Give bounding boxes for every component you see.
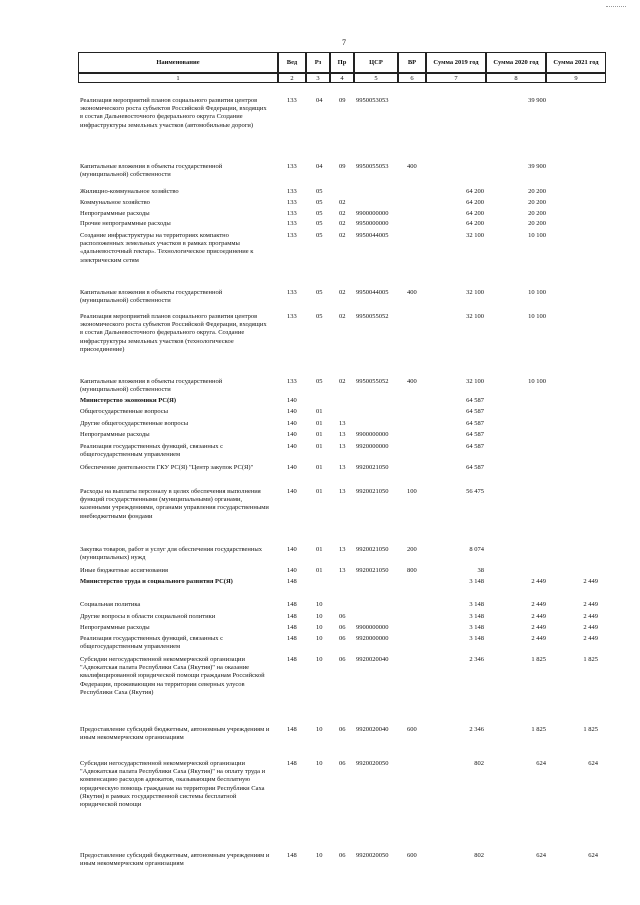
row-ved: 148 <box>287 852 297 859</box>
row-sum-2019: 32 100 <box>466 313 484 320</box>
row-sum-2019: 2 346 <box>469 656 484 663</box>
row-vr: 600 <box>407 726 417 733</box>
row-name: Другие вопросы в области социальной политики <box>80 613 216 620</box>
header-vr: ВР <box>398 52 426 73</box>
row-ved: 148 <box>287 601 297 608</box>
row-ved: 140 <box>287 567 297 574</box>
row-sum-2020: 624 <box>536 852 546 859</box>
row-name: Расходы на выплаты персоналу в целях обеспечения выполнения функций государственными (муниципальными) органами, казенными учреждениями, органами управления государственными внебюджетными фондами <box>80 488 269 520</box>
row-sum-2021: 2 449 <box>583 613 598 620</box>
row-sum-2020: 10 100 <box>528 378 546 385</box>
row-name: Жилищно-коммунальное хозяйство <box>80 188 179 195</box>
row-sum-2021: 2 449 <box>583 635 598 642</box>
row-ved: 140 <box>287 488 297 495</box>
row-csr: 9950055052 <box>356 378 389 385</box>
row-rz: 01 <box>316 546 323 553</box>
row-pr: 06 <box>339 656 346 663</box>
row-name: Прочие непрограммные расходы <box>80 220 171 227</box>
row-pr: 06 <box>339 635 346 642</box>
row-pr: 02 <box>339 220 346 227</box>
row-ved: 133 <box>287 188 297 195</box>
row-vr: 400 <box>407 163 417 170</box>
row-name: Социальная политика <box>80 601 141 608</box>
row-ved: 140 <box>287 546 297 553</box>
row-sum-2020: 1 825 <box>531 726 546 733</box>
row-rz: 05 <box>316 232 323 239</box>
header-name: Наименование <box>78 52 278 73</box>
row-rz: 10 <box>316 613 323 620</box>
row-sum-2019: 64 200 <box>466 188 484 195</box>
row-sum-2020: 10 100 <box>528 289 546 296</box>
row-csr: 9950044005 <box>356 232 389 239</box>
row-ved: 148 <box>287 624 297 631</box>
header-csr: ЦСР <box>354 52 398 73</box>
row-rz: 05 <box>316 188 323 195</box>
row-sum-2020: 20 200 <box>528 199 546 206</box>
header-pr: Пр <box>330 52 354 73</box>
row-sum-2020: 2 449 <box>531 578 546 585</box>
row-ved: 133 <box>287 97 297 104</box>
row-name: Капитальные вложения в объекты государственной (муниципальной) собственности <box>80 378 223 394</box>
row-ved: 133 <box>287 210 297 217</box>
row-pr: 13 <box>339 443 346 450</box>
row-name: Капитальные вложения в объекты государственной (муниципальной) собственности <box>80 289 223 305</box>
row-name: Реализация государственных функций, связанных с общегосударственным управлением <box>80 443 224 459</box>
row-name: Предоставление субсидий бюджетным, автономным учреждениям и иным некоммерческим организациям <box>80 852 270 868</box>
row-rz: 01 <box>316 408 323 415</box>
row-pr: 13 <box>339 546 346 553</box>
row-pr: 06 <box>339 613 346 620</box>
row-sum-2019: 64 587 <box>466 397 484 404</box>
row-csr: 9950053053 <box>356 97 389 104</box>
row-csr: 9900000000 <box>356 624 389 631</box>
header-num-7: 7 <box>426 73 486 83</box>
row-ved: 133 <box>287 289 297 296</box>
row-pr: 02 <box>339 378 346 385</box>
row-pr: 06 <box>339 624 346 631</box>
row-sum-2020: 20 200 <box>528 188 546 195</box>
row-sum-2019: 38 <box>477 567 484 574</box>
row-pr: 13 <box>339 420 346 427</box>
row-pr: 06 <box>339 726 346 733</box>
row-csr: 9950055053 <box>356 163 389 170</box>
row-ved: 140 <box>287 464 297 471</box>
row-rz: 10 <box>316 760 323 767</box>
row-pr: 02 <box>339 232 346 239</box>
row-name: Реализация государственных функций, связанных с общегосударственным управлением <box>80 635 224 651</box>
row-sum-2019: 56 475 <box>466 488 484 495</box>
row-vr: 600 <box>407 852 417 859</box>
row-rz: 10 <box>316 726 323 733</box>
row-name: Предоставление субсидий бюджетным, автономным учреждениям и иным некоммерческим организациям <box>80 726 270 742</box>
row-csr: 9920021050 <box>356 488 389 495</box>
header-sum-2020: Сумма 2020 год <box>486 52 546 73</box>
row-ved: 148 <box>287 760 297 767</box>
row-csr: 9900000000 <box>356 431 389 438</box>
row-rz: 01 <box>316 420 323 427</box>
row-sum-2019: 3 148 <box>469 578 484 585</box>
header-num-2: 2 <box>278 73 306 83</box>
row-ved: 140 <box>287 397 297 404</box>
row-rz: 05 <box>316 289 323 296</box>
row-rz: 05 <box>316 220 323 227</box>
row-ved: 148 <box>287 578 297 585</box>
row-name: Непрограммные расходы <box>80 210 150 217</box>
row-sum-2021: 2 449 <box>583 601 598 608</box>
row-sum-2019: 64 200 <box>466 199 484 206</box>
row-name: Непрограммные расходы <box>80 624 150 631</box>
row-rz: 04 <box>316 163 323 170</box>
row-ved: 148 <box>287 613 297 620</box>
row-sum-2021: 624 <box>588 760 598 767</box>
row-sum-2019: 64 200 <box>466 220 484 227</box>
row-sum-2020: 39 900 <box>528 163 546 170</box>
row-csr: 9950044005 <box>356 289 389 296</box>
row-vr: 200 <box>407 546 417 553</box>
header-ved: Вед <box>278 52 306 73</box>
row-sum-2020: 624 <box>536 760 546 767</box>
row-csr: 9920020050 <box>356 760 389 767</box>
row-ved: 148 <box>287 656 297 663</box>
row-rz: 04 <box>316 97 323 104</box>
header-num-3: 3 <box>306 73 330 83</box>
row-ved: 148 <box>287 635 297 642</box>
row-sum-2019: 64 587 <box>466 408 484 415</box>
row-sum-2021: 624 <box>588 852 598 859</box>
header-sum-2019: Сумма 2019 год <box>426 52 486 73</box>
header-num-6: 6 <box>398 73 426 83</box>
row-sum-2019: 3 148 <box>469 601 484 608</box>
row-ved: 140 <box>287 431 297 438</box>
row-name: Субсидии негосударственной некоммерческой организации "Адвокатская палата Республики Саха (Якутия)" на оказание квалифицированной юридической помощи гражданам Российской Федерации, проживающим на территории северных улусов Республики Саха (Якутия) <box>80 656 265 696</box>
row-sum-2019: 64 587 <box>466 443 484 450</box>
row-ved: 140 <box>287 443 297 450</box>
row-pr: 09 <box>339 163 346 170</box>
row-csr: 9920021050 <box>356 546 389 553</box>
header-sum-2021: Сумма 2021 год <box>546 52 606 73</box>
row-ved: 133 <box>287 220 297 227</box>
header-num-4: 4 <box>330 73 354 83</box>
row-sum-2020: 20 200 <box>528 220 546 227</box>
row-pr: 02 <box>339 289 346 296</box>
row-csr: 9920021050 <box>356 567 389 574</box>
row-name: Непрограммные расходы <box>80 431 150 438</box>
row-csr: 9900000000 <box>356 210 389 217</box>
header-rz: Рз <box>306 52 330 73</box>
row-sum-2021: 2 449 <box>583 624 598 631</box>
row-sum-2020: 1 825 <box>531 656 546 663</box>
row-sum-2019: 32 100 <box>466 378 484 385</box>
row-pr: 09 <box>339 97 346 104</box>
header-num-9: 9 <box>546 73 606 83</box>
row-ved: 133 <box>287 313 297 320</box>
row-name: Капитальные вложения в объекты государственной (муниципальной) собственности <box>80 163 223 179</box>
row-sum-2019: 32 100 <box>466 232 484 239</box>
row-rz: 10 <box>316 635 323 642</box>
row-sum-2019: 64 587 <box>466 464 484 471</box>
row-name: Реализация мероприятий планов социального развития центров экономического роста субъектов Российской Федерации, входящих в состав Дальневосточного федерального округа. Создание инфраструктуры земельных участков (технологическое присоединение) <box>80 313 267 353</box>
row-name: Реализация мероприятий планов социального развития центров экономического роста субъектов Российской Федерации, входящих в состав Дальневосточного федерального округа Создание инфраструктуры земельных участков (автомобильные дороги) <box>80 97 267 129</box>
row-ved: 133 <box>287 163 297 170</box>
row-sum-2020: 10 100 <box>528 313 546 320</box>
row-csr: 9950055052 <box>356 313 389 320</box>
row-rz: 10 <box>316 624 323 631</box>
row-csr: 9920020040 <box>356 726 389 733</box>
row-name: Закупка товаров, работ и услуг для обеспечения государственных (муниципальных) нужд <box>80 546 263 562</box>
row-rz: 05 <box>316 313 323 320</box>
row-sum-2019: 3 148 <box>469 624 484 631</box>
row-sum-2020: 39 900 <box>528 97 546 104</box>
row-sum-2020: 2 449 <box>531 613 546 620</box>
row-name: Создание инфраструктуры на территориях компактно расположенных земельных участков в рамках программы «дальневосточный гектар». Технологическое присоединение к электрическим сетям <box>80 232 254 264</box>
row-csr: 9920020040 <box>356 656 389 663</box>
header-num-5: 5 <box>354 73 398 83</box>
row-pr: 13 <box>339 431 346 438</box>
row-sum-2019: 64 587 <box>466 431 484 438</box>
row-pr: 13 <box>339 464 346 471</box>
row-sum-2020: 2 449 <box>531 624 546 631</box>
row-name: Иные бюджетные ассигнования <box>80 567 169 574</box>
row-name: Другие общегосударственные вопросы <box>80 420 189 427</box>
row-name: Министерство экономики РС(Я) <box>80 397 177 404</box>
row-ved: 133 <box>287 378 297 385</box>
row-csr: 9920000000 <box>356 443 389 450</box>
row-csr: 9920000000 <box>356 635 389 642</box>
row-ved: 148 <box>287 726 297 733</box>
row-sum-2019: 2 346 <box>469 726 484 733</box>
row-pr: 06 <box>339 760 346 767</box>
row-sum-2020: 2 449 <box>531 601 546 608</box>
row-ved: 133 <box>287 199 297 206</box>
row-sum-2019: 32 100 <box>466 289 484 296</box>
row-sum-2019: 3 148 <box>469 635 484 642</box>
row-pr: 06 <box>339 852 346 859</box>
row-name: Субсидии негосударственной некоммерческой организации "Адвокатская палата Республики Саха (Якутия)" на оплату труда и компенсацию расходов адвокатов, оказывающим бесплатную юридическую помощь гражданам на территории Республики Саха (Якутия) в рамках государственной системы бесплатной юридической помощи <box>80 760 266 809</box>
row-rz: 05 <box>316 199 323 206</box>
row-pr: 13 <box>339 488 346 495</box>
row-rz: 05 <box>316 210 323 217</box>
row-ved: 140 <box>287 420 297 427</box>
row-sum-2019: 64 587 <box>466 420 484 427</box>
row-rz: 01 <box>316 567 323 574</box>
row-csr: 9920021050 <box>356 464 389 471</box>
row-pr: 13 <box>339 567 346 574</box>
row-name: Коммунальное хозяйство <box>80 199 150 206</box>
row-sum-2019: 802 <box>474 852 484 859</box>
row-rz: 05 <box>316 378 323 385</box>
row-sum-2021: 2 449 <box>583 578 598 585</box>
row-name: Министерство труда и социального развития РС(Я) <box>80 578 233 585</box>
row-rz: 01 <box>316 464 323 471</box>
row-rz: 10 <box>316 601 323 608</box>
row-name: Общегосударственные вопросы <box>80 408 169 415</box>
row-sum-2019: 8 074 <box>469 546 484 553</box>
row-sum-2020: 10 100 <box>528 232 546 239</box>
row-sum-2021: 1 825 <box>583 726 598 733</box>
row-vr: 400 <box>407 378 417 385</box>
row-rz: 01 <box>316 488 323 495</box>
row-sum-2019: 802 <box>474 760 484 767</box>
header-num-1: 1 <box>78 73 278 83</box>
row-vr: 800 <box>407 567 417 574</box>
row-pr: 02 <box>339 199 346 206</box>
row-csr: 9920020050 <box>356 852 389 859</box>
row-sum-2021: 1 825 <box>583 656 598 663</box>
row-name: Обеспечение деятельности ГКУ РС(Я) "Центр закупок РС(Я)" <box>80 464 254 471</box>
row-ved: 133 <box>287 232 297 239</box>
row-vr: 100 <box>407 488 417 495</box>
row-rz: 10 <box>316 656 323 663</box>
row-rz: 10 <box>316 852 323 859</box>
row-rz: 01 <box>316 431 323 438</box>
row-pr: 02 <box>339 210 346 217</box>
row-sum-2019: 64 200 <box>466 210 484 217</box>
row-rz: 01 <box>316 443 323 450</box>
row-csr: 9950000000 <box>356 220 389 227</box>
row-vr: 400 <box>407 289 417 296</box>
row-sum-2020: 2 449 <box>531 635 546 642</box>
row-sum-2019: 3 148 <box>469 613 484 620</box>
page-number: 7 <box>342 38 346 47</box>
row-pr: 02 <box>339 313 346 320</box>
row-ved: 140 <box>287 408 297 415</box>
header-num-8: 8 <box>486 73 546 83</box>
row-sum-2020: 20 200 <box>528 210 546 217</box>
